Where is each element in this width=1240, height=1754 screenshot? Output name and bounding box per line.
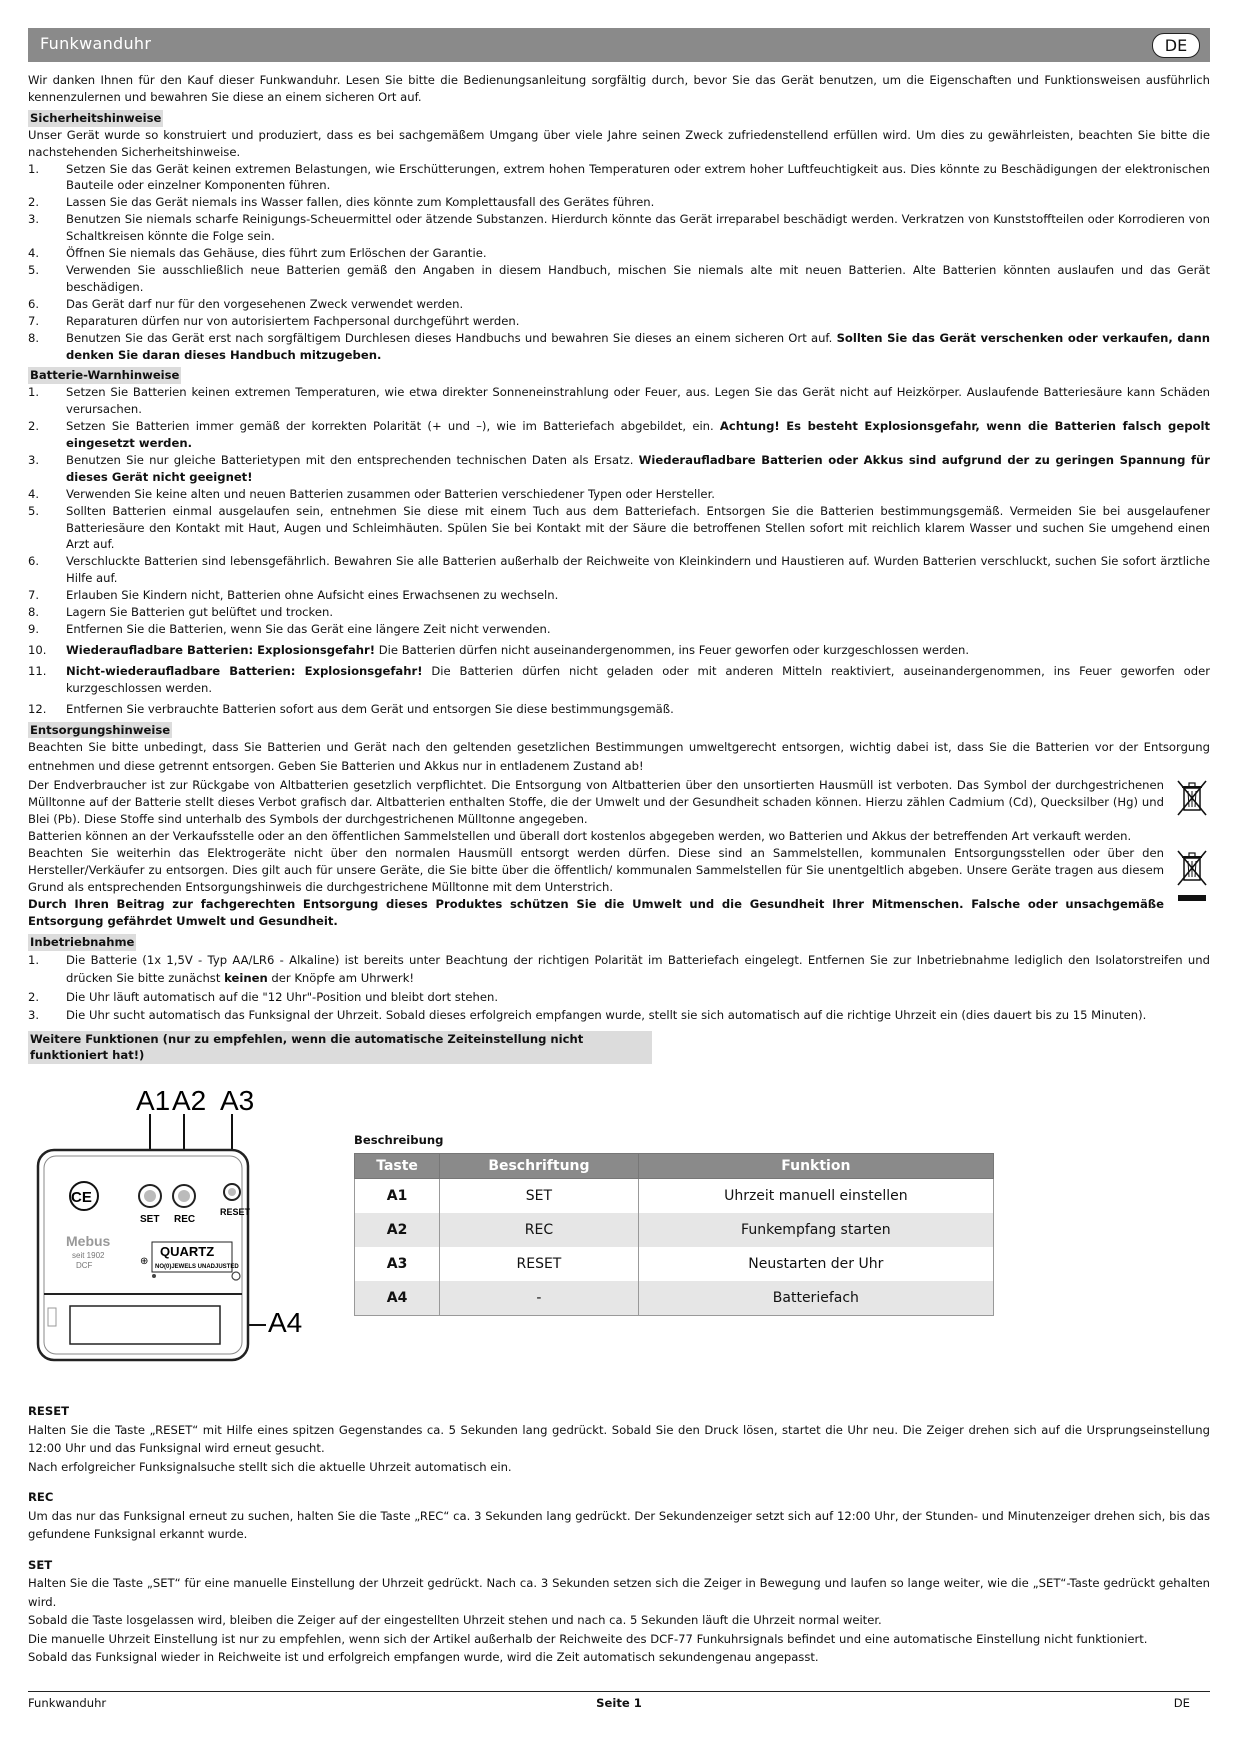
list-item: 4. Öffnen Sie niemals das Gehäuse, dies führt zum Erlöschen der Garantie. xyxy=(28,246,487,261)
list-item: 7. Reparaturen dürfen nur von autorisiertem Fachpersonal durchgeführt werden. xyxy=(28,313,520,328)
list-item: 3. Benutzen Sie niemals scharfe Reinigungs-Scheuermittel oder ätzende Substanzen. Hierdurch könnte das Gerät irreparabel beschädigt werden. Verkratzen von Kunststoffteilen oder Korrodieren von Schaltkreisen könnte die Folge sein. xyxy=(28,212,1210,244)
table-row: A4 - Batteriefach xyxy=(355,1281,994,1316)
disposal-text-5: Durch Ihren Beitrag zur fachgerechten Entsorgung dieses Produktes schützen Sie die Umwelt und die Gesundheit Ihrer Mitmenschen. Falsche oder unsachgemäße Entsorgung gefährdet Umwelt und Gesundheit. xyxy=(28,896,1164,928)
list-item: 6. Das Gerät darf nur für den vorgesehenen Zweck verwendet werden. xyxy=(28,296,464,311)
page xyxy=(28,28,1210,1728)
label-a4: A4 xyxy=(268,1307,303,1339)
reset-button-label: RESET xyxy=(220,1207,251,1218)
page-number: Seite 1 xyxy=(596,1696,642,1710)
set-text-2: Sobald die Taste losgelassen wird, bleiben die Zeiger auf der eingestellten Uhrzeit stehen und nach ca. 5 Sekunden läuft die Uhrzeit normal weiter. xyxy=(28,1613,882,1628)
list-item: 9. Entfernen Sie die Batterien, wenn Sie das Gerät eine längere Zeit nicht verwenden. xyxy=(28,622,551,636)
description-block xyxy=(354,1132,994,1316)
brand-logo: Mebus xyxy=(66,1233,111,1250)
table-row: A2 REC Funkempfang starten xyxy=(355,1213,994,1247)
crossed-bin-icon xyxy=(1174,779,1210,817)
table-header: Funktion xyxy=(638,1154,993,1179)
document-body xyxy=(28,72,1210,1667)
crossed-bin-underline-icon xyxy=(1174,849,1210,909)
svg-text:⊕: ⊕ xyxy=(140,1256,149,1268)
list-item: 7. Erlauben Sie Kindern nicht, Batterien ohne Aufsicht eines Erwachsenen zu wechseln. xyxy=(28,588,559,603)
reset-text-2: Nach erfolgreicher Funksignalsuche stellt sich die aktuelle Uhrzeit automatisch ein. xyxy=(28,1459,512,1474)
reset-heading: RESET xyxy=(28,1404,70,1419)
document-title: Funkwanduhr xyxy=(40,34,152,53)
list-item: 2. Lassen Sie das Gerät niemals ins Wasser fallen, dies könnte zum Komplettausfall des Gerätes führen. xyxy=(28,195,655,210)
label-a1: A1 xyxy=(136,1085,171,1117)
section-heading-more-functions: Weitere Funktionen (nur zu empfehlen, wenn die automatische Zeiteinstellung nicht funktioniert hat!) xyxy=(28,1031,652,1065)
set-text-1: Halten Sie die Taste „SET“ für eine manuelle Einstellung der Uhrzeit gedrückt. Nach ca. 3 Sekunden setzen sich die Zeiger in Bewegung und laufen so lange weiter, wie die „SET“-Taste gedrückt gehalten wird. xyxy=(28,1576,1210,1609)
label-a2: A2 xyxy=(172,1085,207,1117)
svg-text:DCF: DCF xyxy=(76,1261,93,1271)
function-sections xyxy=(28,1402,1210,1667)
list-item: 3. Die Uhr sucht automatisch das Funksignal der Uhrzeit. Sobald dieses erfolgreich empfangen wurde, stellt sie sich automatisch auf die richtige Uhrzeit ein (dies dauert bis zu 15 Minuten). xyxy=(28,1008,1147,1022)
safety-intro: Unser Gerät wurde so konstruiert und produziert, dass es bei sachgemäßem Umgang über viele Jahre seinen Zweck zufriedenstellend erfüllen wird. Um dies zu gewährleisten, beachten Sie bitte die nachstehenden Sicherheitshinweise. xyxy=(28,127,1210,159)
intro-text: Wir danken Ihnen für den Kauf dieser Funkwanduhr. Lesen Sie bitte die Bedienungsanleitung sorgfältig durch, bevor Sie das Gerät benutzen, um die Eigenschaften und Funktionsweisen ausführlich kennenzulernen und bewahren Sie diese an einem sicheren Ort auf. xyxy=(28,73,1210,104)
list-item: 5. Verwenden Sie ausschließlich neue Batterien gemäß den Angaben in diesem Handbuch, mischen Sie niemals alte mit neuen Batterien. Alte Batterien könnten auslaufen und das Gerät beschädigen. xyxy=(28,262,1210,294)
disposal-text-3: Batterien können an der Verkaufsstelle oder an den öffentlichen Sammelstellen und überall dort kostenlos abgegeben werden, wo Batterien und Akkus der betreffenden Art verkauft werden. xyxy=(28,829,1132,844)
table-header: Beschriftung xyxy=(440,1154,639,1179)
ce-mark: CE xyxy=(71,1189,92,1207)
list-item: 2. Setzen Sie Batterien immer gemäß der korrekten Polarität (+ und –), wie im Batteriefach abgebildet, ein. Achtung! Es besteht Explosionsgefahr, wenn die Batterien falsch gepolt eingesetzt werden. xyxy=(28,419,1210,451)
clock-movement-diagram xyxy=(32,1070,332,1380)
disposal-text-4: Beachten Sie weiterhin das Elektrogeräte nicht über den normalen Hausmüll entsorgt werden dürfen. Diese sind an Sammelstellen, kommunalen Entsorgungsstellen oder über den Hersteller/Verkäufer zu entsorgen. Dies gilt auch für unsere Geräte, die Sie bitte über die öffentlich/ kommunalen Sammelstellen für Sie unentgeltlich abgeben. Unsere Geräte tragen aus diesem Grund als entsprechenden Entsorgungshinweis die durchgestrichene Mülltonne mit dem Unterstrich. xyxy=(28,846,1164,894)
section-heading-disposal: Entsorgungshinweise xyxy=(30,722,171,737)
disposal-text-1: Beachten Sie bitte unbedingt, dass Sie Batterien und Gerät nach den geltenden gesetzlichen Bestimmungen umweltgerecht entsorgen, wichtig dabei ist, dass Sie die Batterien vor der Entsorgung entnehmen und diese getrennt entsorgen. Geben Sie Batterien und Akkus nur in entladenem Zustand ab! xyxy=(28,740,1210,773)
list-item: 1. Setzen Sie Batterien keinen extremen Temperaturen, wie etwa direkter Sonneneinstrahlung oder Feuer, aus. Legen Sie das Gerät nicht auf Heizkörper. Auslaufende Batteriesäure kann Schäden verursachen. xyxy=(28,385,1210,417)
set-button-label: SET xyxy=(140,1214,160,1226)
title-bar xyxy=(28,28,1210,62)
page-footer xyxy=(28,1691,1210,1710)
footer-title: Funkwanduhr xyxy=(28,1696,107,1710)
list-item: 12. Entfernen Sie verbrauchte Batterien sofort aus dem Gerät und entsorgen Sie diese bestimmungsgemäß. xyxy=(28,701,674,716)
table-row: A1 SET Uhrzeit manuell einstellen xyxy=(355,1179,994,1214)
clock-figure xyxy=(28,1070,1210,1390)
list-item: 8. Benutzen Sie das Gerät erst nach sorgfältigem Durchlesen dieses Handbuchs und bewahren Sie dieses an einem sicheren Ort auf. Sollten Sie das Gerät verschenken oder verkaufen, dann denken Sie daran dieses Handbuch mitzugeben. xyxy=(28,330,1210,362)
rec-button-label: REC xyxy=(174,1214,196,1226)
list-item: 1. Die Batterie (1x 1,5V - Typ AA/LR6 - Alkaline) ist bereits unter Beachtung der richtigen Polarität im Batteriefach eingelegt. Entfernen Sie zur Inbetriebnahme lediglich den Isolatorstreifen und drücken Sie bitte zunächst keinen der Knöpfe am Uhrwerk! xyxy=(28,952,1210,985)
list-item: 10. Wiederaufladbare Batterien: Explosionsgefahr! Die Batterien dürfen nicht auseinandergenommen, ins Feuer geworfen oder kurzgeschlossen werden. xyxy=(28,642,970,657)
setup-list xyxy=(28,951,1210,1025)
set-heading: SET xyxy=(28,1557,53,1572)
list-item: 2. Die Uhr läuft automatisch auf die "12 Uhr"-Position und bleibt dort stehen. xyxy=(28,989,499,1004)
svg-text:seit 1902: seit 1902 xyxy=(72,1251,105,1261)
quartz-label: QUARTZ xyxy=(160,1244,215,1260)
description-title: Beschreibung xyxy=(354,1133,444,1148)
footer-lang: DE xyxy=(1173,1696,1190,1710)
list-item: 6. Verschluckte Batterien sind lebensgefährlich. Bewahren Sie alle Batterien außerhalb der Reichweite von Kleinkindern und Haustieren auf. Wurden Batterien verschluckt, suchen Sie sofort ärztliche Hilfe auf. xyxy=(28,554,1210,586)
list-item: 11. Nicht-wiederaufladbare Batterien: Explosionsgefahr! Die Batterien dürfen nicht geladen oder mit anderen Mitteln reaktiviert, auseinandergenommen, ins Feuer geworfen oder kurzgeschlossen werden. xyxy=(28,663,1210,695)
set-text-3: Die manuelle Uhrzeit Einstellung ist nur zu empfehlen, wenn sich der Artikel außerhalb der Reichweite des DCF-77 Funkuhrsignals befindet und eine automatische Einstellung nicht funktioniert. xyxy=(28,1631,1148,1646)
list-item: 3. Benutzen Sie nur gleiche Batterietypen mit den entsprechenden technischen Daten als Ersatz. Wiederaufladbare Batterien oder Akkus sind aufgrund der zu geringen Spannung für dieses Gerät nicht geeignet! xyxy=(28,452,1210,484)
list-item: 5. Sollten Batterien einmal ausgelaufen sein, entnehmen Sie diese mit einem Tuch aus dem Batteriefach. Entsorgen Sie die Batterien bestimmungsgemäß. Vermeiden Sie bei ausgelaufener Batteriesäure den Kontakt mit Haut, Augen und Schleimhäuten. Spülen Sie bei Kontakt mit der Säure die betroffenen Stellen sofort mit reichlich klarem Wasser und suchen Sie umgehend einen Arzt auf. xyxy=(28,503,1210,552)
list-item: 1. Setzen Sie das Gerät keinen extremen Belastungen, wie Erschütterungen, extrem hohen Temperaturen oder extrem hoher Luftfeuchtigkeit aus. Dies könnte zu Beschädigungen der elektronischen Bauteile oder einzelner Komponenten führen. xyxy=(28,161,1210,193)
section-heading-battery: Batterie-Warnhinweise xyxy=(30,368,180,383)
rec-heading: REC xyxy=(28,1490,54,1505)
list-item: 8. Lagern Sie Batterien gut belüftet und trocken. xyxy=(28,605,334,620)
section-heading-setup: Inbetriebnahme xyxy=(30,934,135,949)
rec-text: Um das nur das Funksignal erneut zu suchen, halten Sie die Taste „REC“ ca. 3 Sekunden lang gedrückt. Der Sekundenzeiger setzt sich auf 12:00 Uhr, der Stunden- und Minutenzeiger drehen sich, bis das gefundene Funksignal erkannt wurde. xyxy=(28,1508,1210,1542)
safety-list xyxy=(28,161,1210,364)
language-badge: DE xyxy=(1152,33,1200,58)
set-text-4: Sobald das Funksignal wieder in Reichweite ist und erfolgreich empfangen wurde, wird die Zeit automatisch sekundengenau angepasst. xyxy=(28,1650,819,1665)
reset-text-1: Halten Sie die Taste „RESET“ mit Hilfe eines spitzen Gegenstandes ca. 5 Sekunden lang gedrückt. Sobald Sie den Druck lösen, startet die Uhr neu. Die Zeiger drehen sich auf die Ursprungseinstellung 12:00 Uhr und das Funksignal wird erneut gesucht. xyxy=(28,1422,1210,1456)
section-heading-safety: Sicherheitshinweise xyxy=(30,110,162,125)
list-item: 4. Verwenden Sie keine alten und neuen Batterien zusammen oder Batterien verschiedener Typen oder Hersteller. xyxy=(28,486,715,501)
disposal-text-2: Der Endverbraucher ist zur Rückgabe von Altbatterien gesetzlich verpflichtet. Die Entsorgung von Altbatterien über den unsortierten Hausmüll ist verboten. Das Symbol der durchgestrichenen Mülltonne auf der Batterie stellt dieses Verbot grafisch dar. Altbatterien enthalten Stoffe, die der Umwelt und der Gesundheit schaden können. Hierzu zählen Cadmium (Cd), Quecksilber (Hg) und Blei (Pb). Diese Stoffe sind unterhalb des Symbols der durchgestrichenen Mülltonne angegeben. xyxy=(28,778,1164,827)
battery-list xyxy=(28,384,1210,717)
table-header: Taste xyxy=(355,1154,440,1179)
label-a3: A3 xyxy=(220,1085,255,1117)
disposal-block xyxy=(28,777,1210,929)
svg-text:NO(0)JEWELS UNADJUSTED: NO(0)JEWELS UNADJUSTED xyxy=(155,1264,239,1271)
table-row: A3 RESET Neustarten der Uhr xyxy=(355,1247,994,1281)
button-table xyxy=(354,1153,994,1316)
